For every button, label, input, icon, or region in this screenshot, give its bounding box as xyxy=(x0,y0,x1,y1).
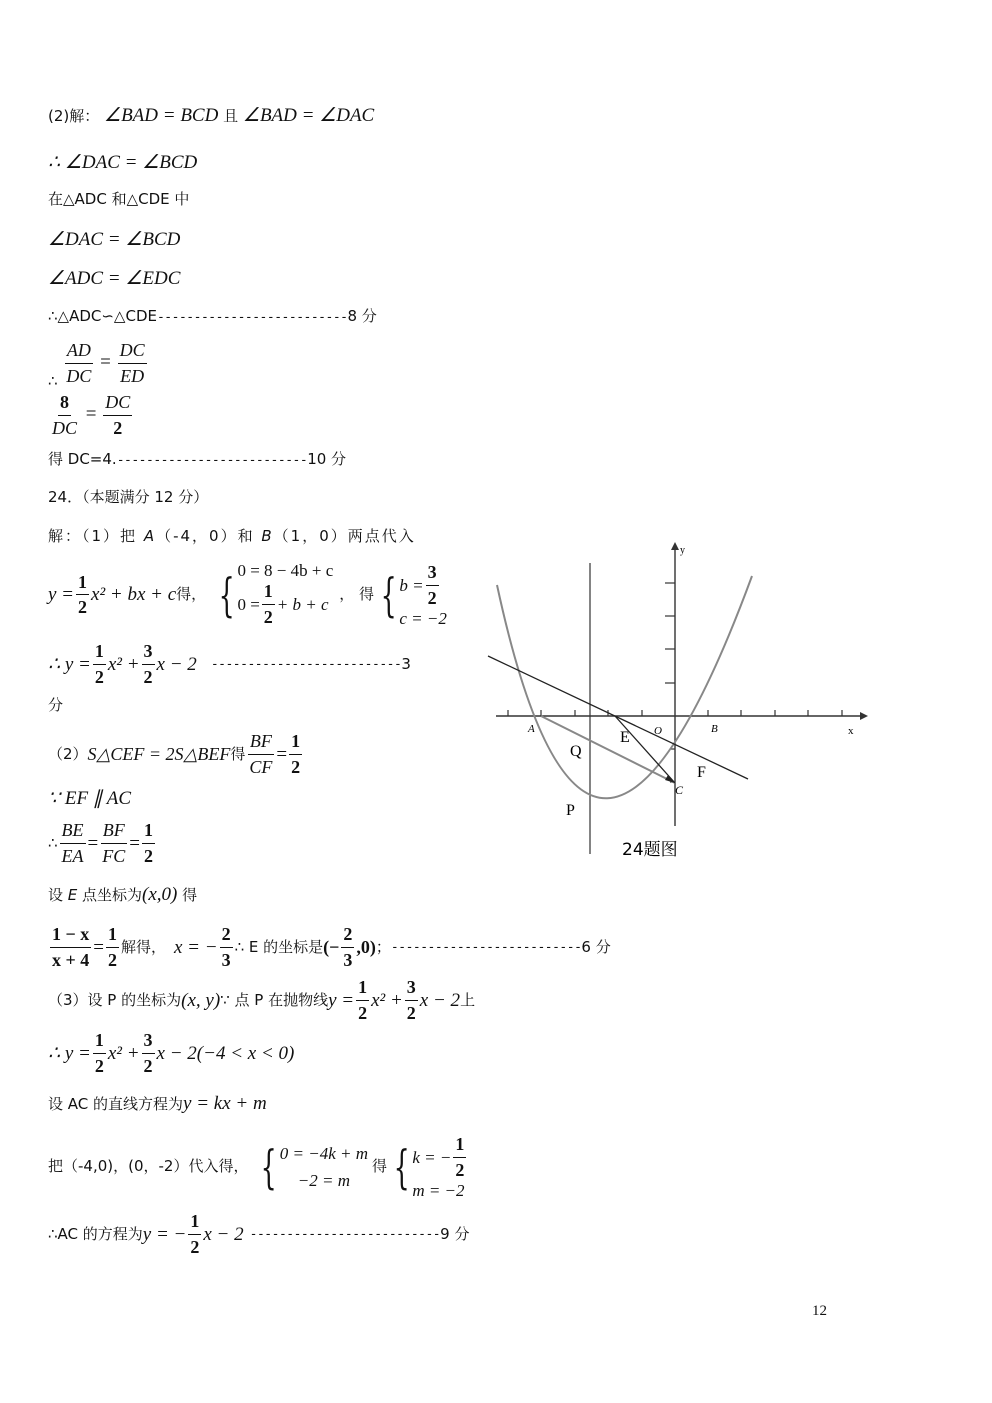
equation-system xyxy=(387,1134,468,1199)
text: 上 xyxy=(460,990,476,1009)
numerator: 3 xyxy=(142,641,155,665)
equals-sign: = xyxy=(100,351,111,373)
numerator: AD xyxy=(65,340,93,364)
math-expr: x² + xyxy=(107,653,140,675)
system-row: 0 = 8 − 4b + c xyxy=(237,561,334,580)
math-expr: + b + c xyxy=(276,594,329,614)
fraction xyxy=(103,392,132,438)
math-expr: ∵ EF ∥ AC xyxy=(48,788,131,809)
point-P-label: P xyxy=(566,802,575,819)
fraction xyxy=(118,340,147,386)
denominator: CF xyxy=(249,756,273,777)
math-expr: ∴ y = xyxy=(48,1042,91,1064)
line-24 xyxy=(48,1211,469,1257)
denominator: 2 xyxy=(78,597,88,618)
denominator: 2 xyxy=(94,1055,104,1076)
fraction xyxy=(142,1030,155,1076)
point-A-label: A xyxy=(528,723,535,735)
brace-icon: { xyxy=(261,1139,278,1194)
fraction xyxy=(262,581,275,627)
point-E-label: E xyxy=(620,729,630,746)
system-row: c = −2 xyxy=(399,609,447,629)
denominator: ED xyxy=(120,365,145,386)
line-20 xyxy=(48,977,475,1023)
y-axis-label: y xyxy=(680,545,685,556)
text: 解得， xyxy=(120,937,166,956)
score-text: 8 分 xyxy=(347,307,377,325)
denominator: 2 xyxy=(455,1159,465,1180)
segment-EC xyxy=(615,716,675,783)
numerator: 1 xyxy=(76,572,89,596)
numerator: 3 xyxy=(405,977,418,1001)
score-leader: -------------------------- xyxy=(116,453,308,468)
equals-sign: = xyxy=(276,743,288,765)
math-expr: 0 = xyxy=(237,594,260,614)
x-axis-label: x xyxy=(848,725,854,737)
numerator: DC xyxy=(103,392,132,416)
connector-text: 且 xyxy=(223,107,239,125)
fraction xyxy=(453,1134,466,1180)
math-expr: ∠BAD = BCD xyxy=(104,105,219,126)
text: 点坐标为 xyxy=(77,886,143,904)
text: ∴△ADC∽△CDE xyxy=(48,307,157,325)
fraction xyxy=(93,641,106,687)
denominator: 3 xyxy=(221,949,231,970)
point-label: B xyxy=(261,527,274,545)
parabola-curve xyxy=(497,576,752,798)
point-label: A xyxy=(143,527,157,545)
denominator: EA xyxy=(61,845,84,866)
fraction xyxy=(289,731,302,777)
fraction xyxy=(188,1211,201,1257)
numerator: 3 xyxy=(142,1030,155,1054)
denominator: x + 4 xyxy=(52,949,90,970)
fraction xyxy=(60,820,86,866)
line-17: ∴ $\frac{BE}{EA}$ = $\frac{BF}{FC}$ = $\frac{1}{2}$ xyxy=(48,820,153,866)
text: ； xyxy=(375,937,391,956)
numerator: 1 xyxy=(262,581,275,605)
line-EF xyxy=(488,656,748,779)
fraction xyxy=(341,924,354,970)
text: 解：（1）把 xyxy=(48,527,144,545)
line-12 xyxy=(48,562,447,627)
point-label: E xyxy=(67,886,78,904)
math-expr: ∠DAC = ∠BCD xyxy=(48,229,181,250)
denominator: 2 xyxy=(190,1236,200,1257)
math-expr: y = xyxy=(48,584,75,606)
y-ticks xyxy=(665,583,675,782)
line-21 xyxy=(48,1030,294,1076)
numerator: 1 xyxy=(453,1134,466,1158)
line-18 xyxy=(48,885,197,904)
numerator: DC xyxy=(118,340,147,364)
score-leader: -------------------------- xyxy=(390,939,582,955)
math-expr: ∴ y = xyxy=(48,653,91,675)
line-19 xyxy=(48,924,611,970)
line-13 xyxy=(48,641,411,687)
equals-sign: = xyxy=(85,403,97,425)
brace-icon: { xyxy=(218,567,235,622)
fraction xyxy=(100,820,127,866)
question-heading: 24．（本题满分 12 分） xyxy=(48,488,209,506)
denominator: 2 xyxy=(143,1055,153,1076)
text: （3）设 P 的坐标为 xyxy=(48,990,182,1009)
numerator: BF xyxy=(248,731,274,755)
math-expr: S△CEF = 2S△BEF xyxy=(87,744,231,765)
denominator: 2 xyxy=(113,417,123,438)
part-label: (2)解： xyxy=(48,107,100,125)
math-expr: (x, y) xyxy=(181,989,221,1011)
numerator: BE xyxy=(60,820,86,844)
score-text: 9 分 xyxy=(440,1224,470,1243)
math-expr: k = − xyxy=(412,1147,452,1167)
x-axis-arrow-icon xyxy=(860,712,868,720)
line-10 xyxy=(48,490,208,505)
numerator: 1 xyxy=(188,1211,201,1235)
denominator: 2 xyxy=(143,666,153,687)
system-row xyxy=(412,1134,468,1180)
brace-icon: { xyxy=(393,1139,410,1194)
figure-caption: 24题图 xyxy=(622,840,678,860)
system-row: m = −2 xyxy=(412,1181,465,1201)
fraction xyxy=(142,820,155,866)
text: ， 得 xyxy=(339,585,375,604)
text: 设 AC 的直线方程为 xyxy=(48,1095,184,1113)
line-9 xyxy=(48,452,346,467)
denominator: 2 xyxy=(107,949,117,970)
math-expr: b = xyxy=(399,575,424,595)
text: 得 xyxy=(372,1157,388,1176)
numerator: 8 xyxy=(58,392,71,416)
y-axis-arrow-icon xyxy=(671,542,679,550)
line-5 xyxy=(48,269,180,288)
score-leader: -------------------------- xyxy=(210,656,402,672)
fraction xyxy=(93,1030,106,1076)
numerator: 1 − x xyxy=(50,924,91,948)
system-row xyxy=(399,562,447,608)
math-expr: x² + xyxy=(371,989,403,1011)
line-15 xyxy=(48,731,304,777)
fraction xyxy=(50,924,91,970)
numerator: 1 xyxy=(93,641,106,665)
equation-system xyxy=(212,562,333,627)
math-expr: x = − xyxy=(174,936,218,958)
denominator: 2 xyxy=(144,845,153,866)
denominator: 2 xyxy=(427,587,437,608)
point-Q-label: Q xyxy=(570,743,582,760)
page-number: 12 xyxy=(812,1303,827,1319)
denominator: 2 xyxy=(406,1002,416,1023)
text: ∴AC 的方程为 xyxy=(48,1224,143,1243)
math-expr: y = xyxy=(328,989,355,1011)
part-label: （2） xyxy=(48,744,88,763)
fraction xyxy=(76,572,89,618)
numerator: 1 xyxy=(142,820,155,844)
equals-sign: = xyxy=(93,936,104,958)
line-14 xyxy=(48,698,63,713)
equation-system xyxy=(254,1139,369,1194)
equation-system xyxy=(374,562,447,627)
line-2 xyxy=(48,153,197,172)
text: 设 xyxy=(48,886,68,904)
therefore-symbol: ∴ xyxy=(48,371,58,390)
text: ∴ E 的坐标是 xyxy=(234,937,324,956)
text: ∵ 点 P 在抛物线 xyxy=(220,990,329,1009)
math-expr: ∠ADC = ∠EDC xyxy=(48,268,181,289)
fraction xyxy=(247,731,274,777)
therefore-symbol: ∴ xyxy=(48,833,58,852)
numerator: 1 xyxy=(93,1030,106,1054)
math-expr: ,0) xyxy=(356,937,376,958)
score-text: 10 分 xyxy=(307,450,347,468)
score-text: 3 xyxy=(401,654,411,673)
system-row: 0 = −4k + m xyxy=(279,1143,369,1163)
line-4 xyxy=(48,230,180,249)
brace-icon: { xyxy=(380,567,397,622)
line-7 xyxy=(48,340,149,389)
text: 得 DC=4. xyxy=(48,450,117,468)
denominator: 3 xyxy=(343,949,353,970)
score-text: 6 分 xyxy=(581,937,611,956)
numerator: 2 xyxy=(341,924,354,948)
line-6 xyxy=(48,309,377,324)
math-expr: y = − xyxy=(142,1223,187,1245)
math-expr: (− xyxy=(323,937,340,958)
line-22 xyxy=(48,1094,267,1113)
fraction xyxy=(50,392,79,438)
math-expr: x − 2(−4 < x < 0) xyxy=(156,1042,295,1064)
math-expr: ∠BAD = ∠DAC xyxy=(242,105,375,126)
math-expr: (x,0) xyxy=(142,884,178,905)
denominator: 2 xyxy=(291,756,301,777)
denominator: FC xyxy=(102,845,126,866)
math-expr: y = kx + m xyxy=(183,1093,267,1114)
fraction xyxy=(106,924,119,970)
line-16 xyxy=(48,789,131,808)
point-F-label: F xyxy=(697,764,706,781)
math-expr: x − 2 xyxy=(419,989,461,1011)
score-text: 分 xyxy=(48,696,64,714)
line-8 xyxy=(48,392,134,438)
system-row: −2 = m xyxy=(297,1170,350,1190)
text: 得 xyxy=(177,886,198,904)
fraction xyxy=(64,340,93,386)
math-expr: x² + bx + c xyxy=(91,584,177,606)
line-23 xyxy=(48,1134,468,1199)
fraction xyxy=(405,977,418,1023)
numerator: 3 xyxy=(426,562,439,586)
text: 在△ADC 和△CDE 中 xyxy=(48,190,190,208)
parabola-figure xyxy=(482,536,882,866)
text: 得， xyxy=(176,585,207,604)
point-C-label: C xyxy=(675,783,684,797)
text: （-4，0）和 xyxy=(156,527,262,545)
score-leader: -------------------------- xyxy=(156,310,348,325)
numerator: 1 xyxy=(356,977,369,1001)
math-expr: x² + xyxy=(107,1042,140,1064)
fraction xyxy=(220,924,233,970)
text: 得 xyxy=(230,744,246,763)
numerator: BF xyxy=(101,820,127,844)
numerator: 1 xyxy=(289,731,302,755)
point-O-label: O xyxy=(654,725,662,737)
text: 把（-4,0)，(0，-2）代入得， xyxy=(48,1157,249,1176)
fraction xyxy=(142,641,155,687)
numerator: 1 xyxy=(106,924,119,948)
denominator: DC xyxy=(52,417,78,438)
point-B-label: B xyxy=(711,723,718,735)
math-expr: x − 2 xyxy=(156,653,197,675)
score-leader: -------------------------- xyxy=(249,1226,441,1242)
math-expr: x − 2 xyxy=(203,1223,244,1245)
denominator: 2 xyxy=(94,666,104,687)
denominator: 2 xyxy=(263,606,273,627)
denominator: 2 xyxy=(358,1002,368,1023)
line-11 xyxy=(48,529,416,544)
fraction xyxy=(356,977,369,1023)
denominator: DC xyxy=(66,365,92,386)
math-expr: ∴ ∠DAC = ∠BCD xyxy=(48,152,198,173)
numerator: 2 xyxy=(220,924,233,948)
fraction xyxy=(426,562,439,608)
text: （1，0）两点代入 xyxy=(273,527,416,545)
line-1 xyxy=(48,106,374,125)
system-row xyxy=(237,581,333,627)
line-3 xyxy=(48,192,189,207)
